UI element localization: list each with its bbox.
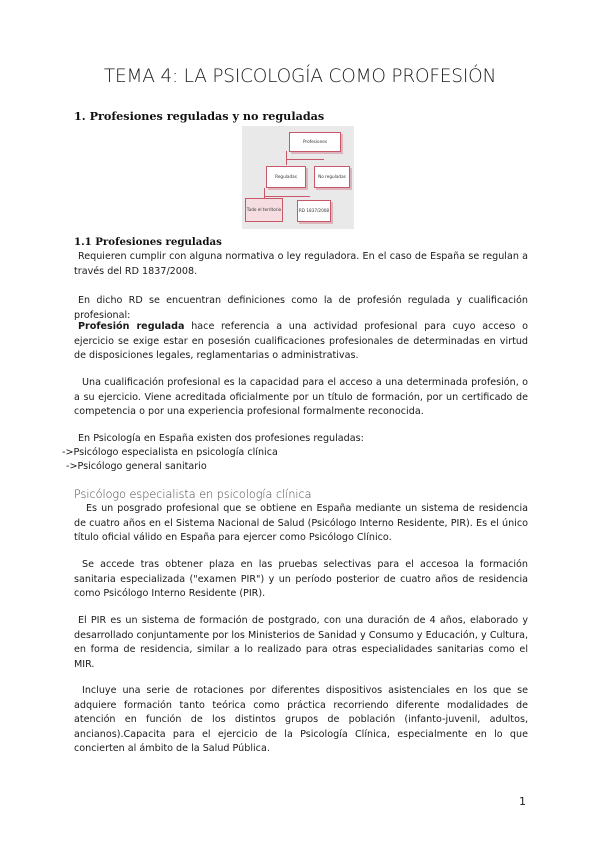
subheading: Psicólogo especialista en psicología clínica bbox=[74, 488, 312, 501]
paragraph: Se accede tras obtener plaza en las pruebas selectivas para el accesoa la formación sanitaria especializada ("examen PIR") y un período posterior de cuatro años de residencia como Psicólogo Interno Residente (PIR). bbox=[74, 559, 528, 600]
section-heading: 1. Profesiones reguladas y no reguladas bbox=[74, 109, 325, 123]
paragraph: Requieren cumplir con alguna normativa o ley reguladora. En el caso de España se regulan a través del RD 1837/2008. bbox=[74, 251, 528, 277]
paragraph: Es un posgrado profesional que se obtiene en España mediante un sistema de residencia de cuatro años en el Sistema Nacional de Salud (Psicólogo Interno Residente, PIR). Es el único título oficial válido en España para ejercer como Psicólogo Clínico. bbox=[74, 503, 528, 544]
page-title: TEMA 4: LA PSICOLOGÍA COMO PROFESIÓN bbox=[103, 66, 497, 87]
page-number: 1 bbox=[519, 795, 526, 808]
paragraph-definition bbox=[74, 320, 528, 364]
paragraph: En Psicología en España existen dos profesiones reguladas: bbox=[78, 433, 364, 444]
list-item: ->Psicólogo especialista en psicología clínica bbox=[62, 447, 278, 458]
diagram-connector bbox=[264, 196, 310, 197]
paragraph: En dicho RD se encuentran definiciones como la de profesión regulada y cualificación profesional: bbox=[74, 295, 528, 321]
definition-text: hace referencia a una actividad profesional para cuyo acceso o ejercicio se exige estar en posesión cualificaciones profesionales de determinadas en virtud de disposiciones legales, reglamentarias o administrativas. bbox=[74, 321, 528, 362]
hierarchy-diagram bbox=[242, 126, 354, 229]
diagram-connector bbox=[286, 159, 324, 160]
list-item: ->Psicólogo general sanitario bbox=[66, 461, 207, 472]
paragraph: El PIR es un sistema de formación de postgrado, con una duración de 4 años, elaborado y desarrollado conjuntamente por los Ministerios de Sanidad y Consumo y Educación, y Cultura, en forma de residencia, similar a lo realizado para otras especialidades sanitarias como el MIR. bbox=[74, 615, 528, 670]
diagram-node-territorio: Todo el territorio bbox=[245, 198, 283, 222]
diagram-connector bbox=[286, 151, 287, 165]
paragraph: Una cualificación profesional es la capacidad para el acceso a una determinada profesión, o a su ejercicio. Viene acreditada oficialmente por un título de formación, por un certificado de competencia o por una experiencia profesional formalmente reconocida. bbox=[74, 377, 528, 418]
bold-term: Profesión regulada bbox=[78, 321, 185, 332]
diagram-node-reguladas: Reguladas bbox=[266, 166, 306, 188]
diagram-node-no-reguladas: No reguladas bbox=[314, 166, 350, 188]
paragraph: Incluye una serie de rotaciones por diferentes dispositivos asistenciales en los que se adquiere formación tanto teórica como práctica recorriendo diferente modalidades de atención en función de los distintos grupos de población (infanto-juvenil, adultos, ancianos).Capacita para el ejercicio de la Psicología Clínica, especialmente en lo que concierten al ámbito de la Salud Pública. bbox=[74, 685, 528, 755]
diagram-node-root: Profesiones bbox=[289, 132, 341, 152]
diagram-node-rd: RD 1837/2008 bbox=[297, 200, 331, 222]
subsection-heading: 1.1 Profesiones reguladas bbox=[74, 236, 222, 248]
